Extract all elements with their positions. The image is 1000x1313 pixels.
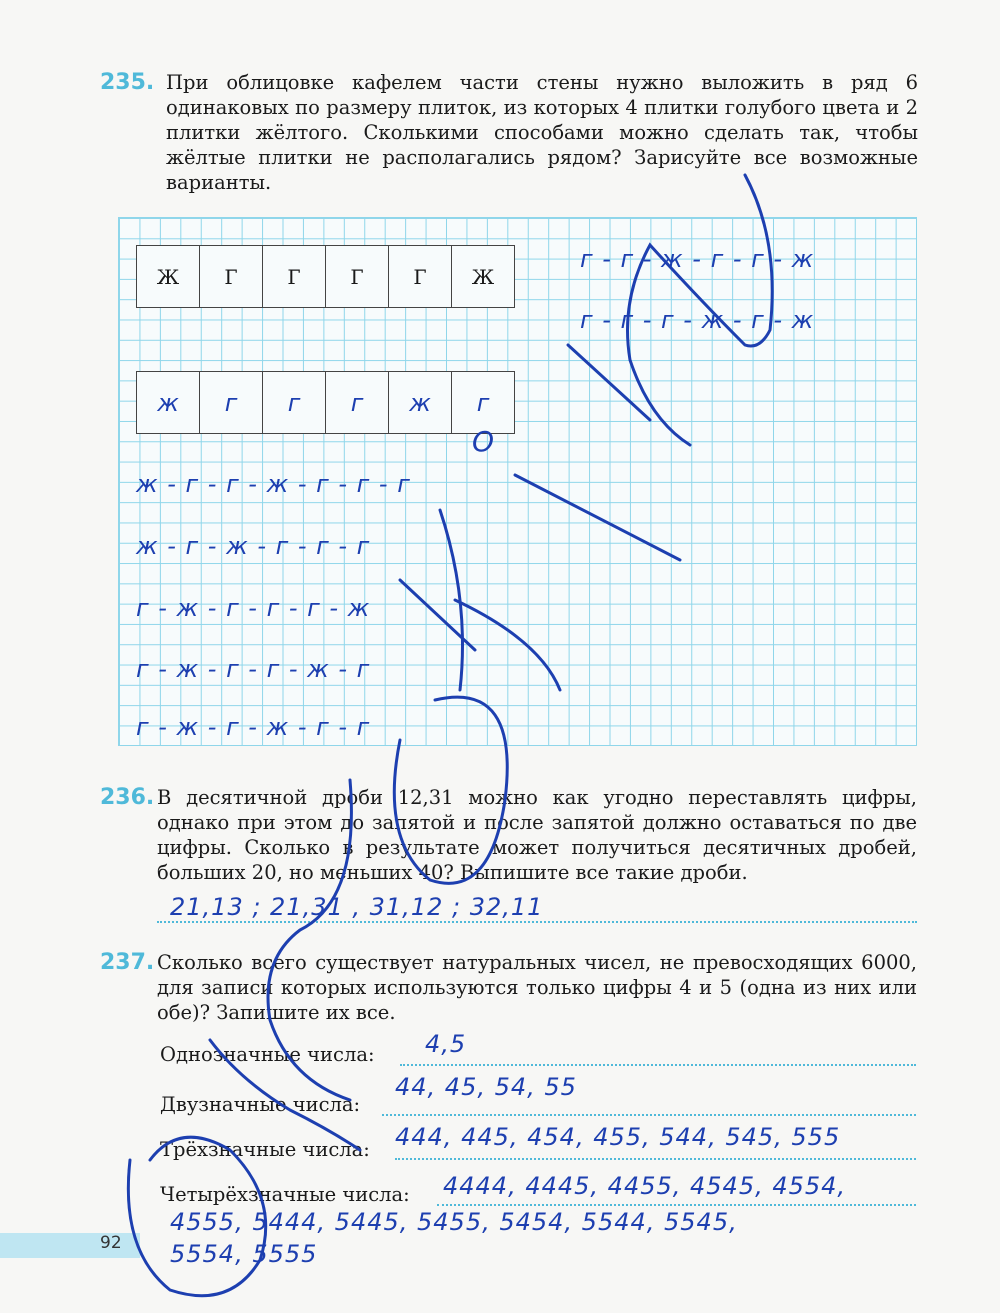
answer-line <box>382 1114 916 1116</box>
tile: Г <box>389 246 452 307</box>
handwritten-variant: ж - г - г - ж - г - г - г <box>136 470 411 498</box>
four-digit-answer: 5554, 5555 <box>170 1240 318 1268</box>
two-digit-answer: 44, 45, 54, 55 <box>395 1073 577 1101</box>
answer-line <box>400 1064 916 1066</box>
answer-line <box>395 1158 916 1160</box>
tile: г <box>200 372 263 433</box>
tile: г <box>263 372 326 433</box>
printed-tile-row <box>136 245 515 308</box>
answer-line <box>437 1204 916 1206</box>
tile: Ж <box>452 246 514 307</box>
two-digit-label: Двузначные числа: <box>160 1093 361 1116</box>
answer-line <box>157 921 917 923</box>
problem-235-text: При облицовке кафелем части стены нужно выложить в ряд 6 одинаковых по размеру плиток, из которых 4 плитки голубого цвета и 2 плитки жёлтого. Сколькими способами можно сделать так, чтобы жёлтые плитки не располагались рядом? Зарисуйте все возможные варианты. <box>166 71 918 194</box>
four-digit-label: Четырёхзначные числа: <box>160 1183 410 1206</box>
page-number: 92 <box>100 1233 122 1253</box>
three-digit-label: Трёхзначные числа: <box>160 1138 370 1161</box>
three-digit-answer: 444, 445, 454, 455, 544, 545, 555 <box>395 1123 841 1151</box>
handwritten-variant: г - ж - г - г - г - ж <box>136 594 371 622</box>
one-digit-label: Однозначные числа: <box>160 1043 375 1066</box>
answer-236: 21,13 ; 21,31 , 31,12 ; 32,11 <box>170 893 544 921</box>
four-digit-answer: 4555, 5444, 5445, 5455, 5454, 5544, 5545, <box>170 1208 738 1236</box>
problem-235-number: 235. <box>100 70 155 95</box>
tile: Г <box>326 246 389 307</box>
handwritten-variant: ж - г - ж - г - г - г <box>136 532 371 560</box>
tile: ж <box>137 372 200 433</box>
problem-237-text: Сколько всего существует натуральных чисел, не превосходящих 6000, для записи которых используются только цифры 4 и 5 (одна из них или обе)? Запишите их все. <box>157 951 917 1024</box>
problem-236-text: В десятичной дроби 12,31 можно как угодно переставлять цифры, однако при этом до запятой и после запятой должно оставаться по две цифры. Сколько в результате может получиться десятичных дробей, больших 20, но меньших 40? Выпишите все такие дроби. <box>157 786 917 884</box>
handwritten-tile-row <box>136 371 515 434</box>
handwritten-variant: г - г - г - ж - г - ж <box>580 306 815 334</box>
handwritten-variant: г - г - ж - г - г - ж <box>580 245 815 273</box>
one-digit-answer: 4,5 <box>425 1030 467 1058</box>
problem-237-number: 237. <box>100 950 155 975</box>
problem-236-number: 236. <box>100 785 155 810</box>
four-digit-answer: 4444, 4445, 4455, 4545, 4554, <box>443 1172 847 1200</box>
tile: Ж <box>137 246 200 307</box>
handwritten-circle-mark: О <box>472 425 496 458</box>
tile: Г <box>263 246 326 307</box>
tile: ж <box>389 372 452 433</box>
tile: г <box>326 372 389 433</box>
tile: г <box>452 372 514 433</box>
handwritten-variant: г - ж - г - ж - г - г <box>136 713 371 741</box>
tile: Г <box>200 246 263 307</box>
handwritten-variant: г - ж - г - г - ж - г <box>136 655 371 683</box>
